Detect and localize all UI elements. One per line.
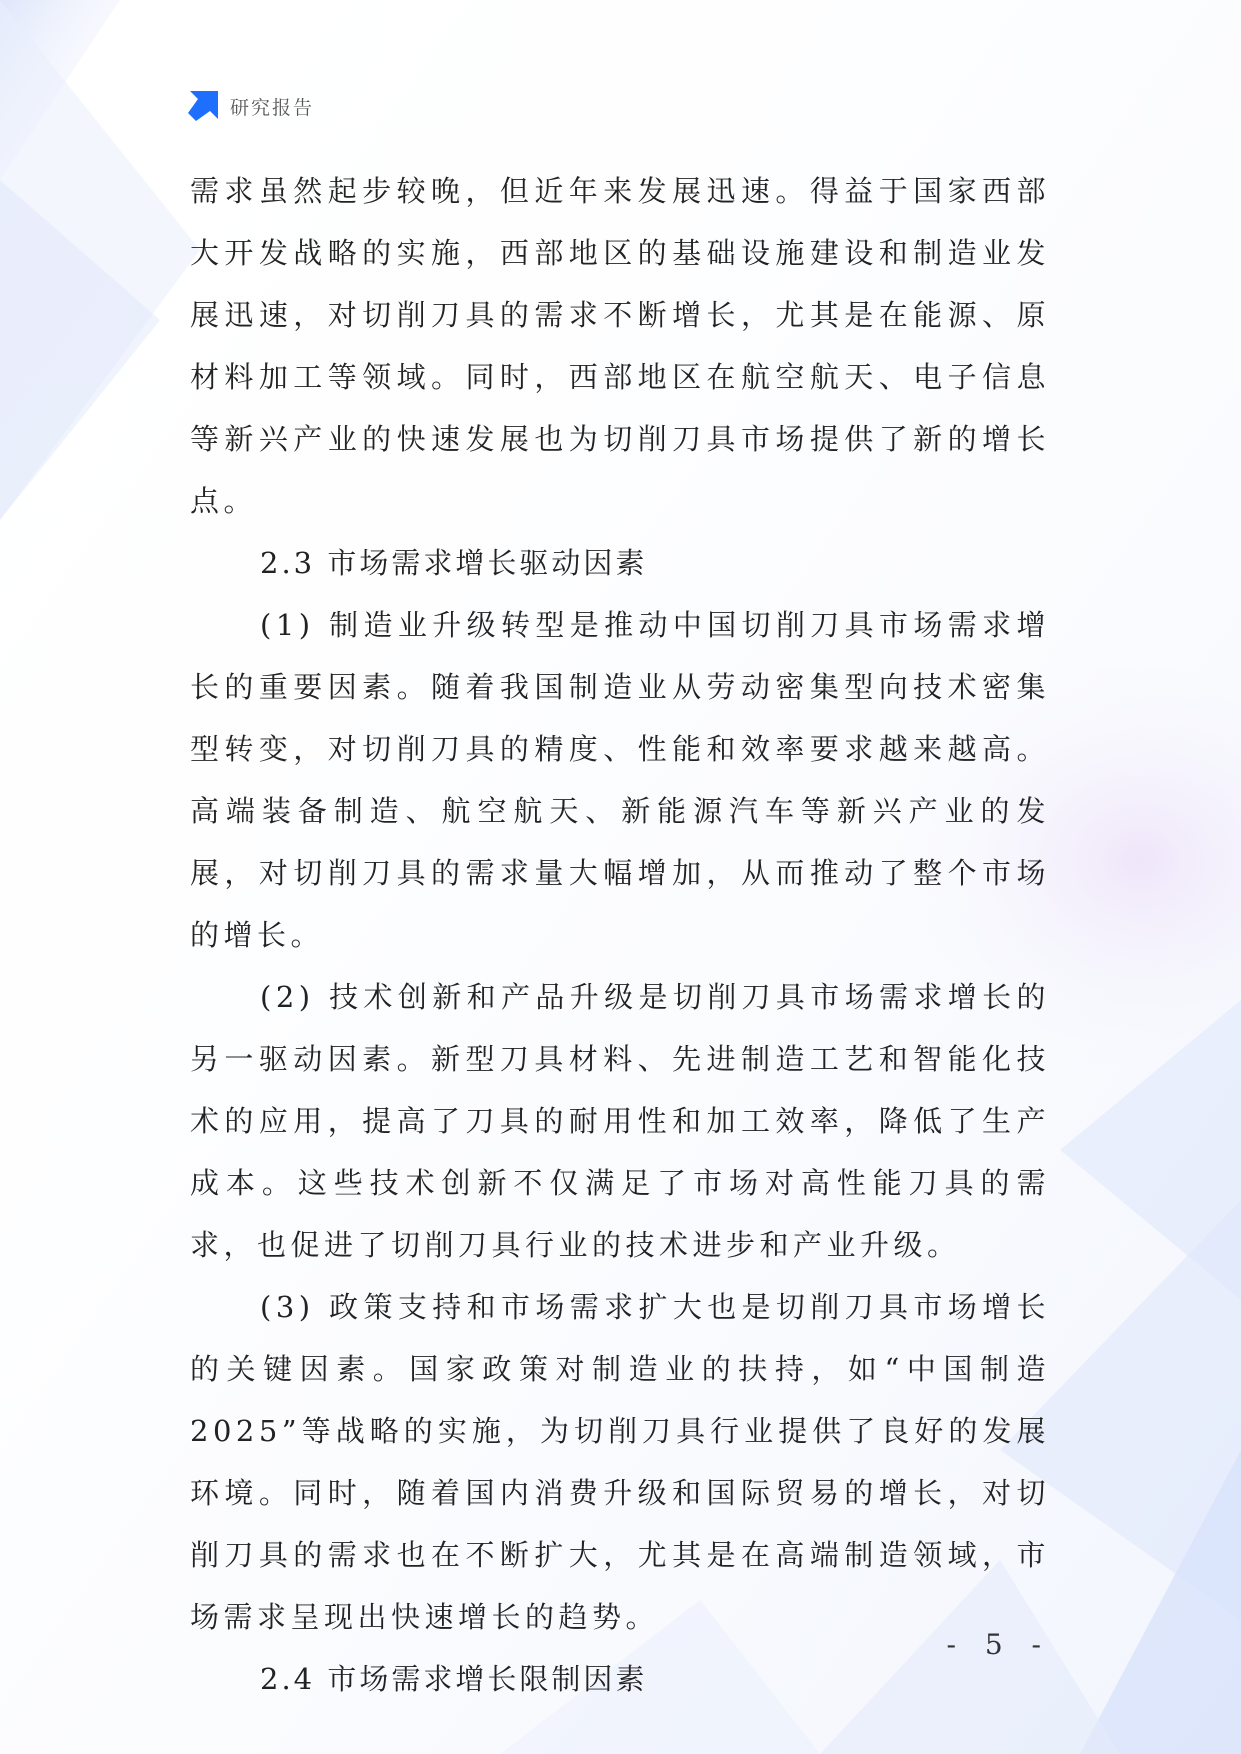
section-heading-2-3: 2.3 市场需求增长驱动因素 bbox=[260, 546, 648, 580]
report-header bbox=[186, 88, 314, 124]
header-title: 研究报告 bbox=[230, 96, 315, 119]
paragraph-driver-technology-innovation: (2) 技术创新和产品升级是切削刀具市场需求增长的另一驱动因素。新型刀具材料、先进制造工艺和智能化技术的应用，提高了刀具的耐用性和加工效率，降低了生产成本。这些技术创新不仅满足了市场对高性能刀具的需求，也促进了切削刀具行业的技术进步和产业升级。 bbox=[190, 980, 1050, 1262]
arrow-up-right-logo-icon bbox=[186, 89, 220, 123]
paragraph-driver-policy-support: (3) 政策支持和市场需求扩大也是切削刀具市场增长的关键因素。国家政策对制造业的扶持，如“中国制造2025”等战略的实施，为切削刀具行业提供了良好的发展环境。同时，随着国内消费升级和国际贸易的增长，对切削刀具的需求也在不断扩大，尤其是在高端制造领域，市场需求呈现出快速增长的趋势。 bbox=[190, 1290, 1050, 1634]
paragraph-west-region-demand: 需求虽然起步较晚，但近年来发展迅速。得益于国家西部大开发战略的实施，西部地区的基础设施建设和制造业发展迅速，对切削刀具的需求不断增长，尤其是在能源、原材料加工等领域。同时，西部地区在航空航天、电子信息等新兴产业的快速发展也为切削刀具市场提供了新的增长点。 bbox=[190, 174, 1050, 518]
section-heading-2-4: 2.4 市场需求增长限制因素 bbox=[260, 1662, 648, 1696]
paragraph-driver-manufacturing-upgrade: (1) 制造业升级转型是推动中国切削刀具市场需求增长的重要因素。随着我国制造业从劳动密集型向技术密集型转变，对切削刀具的精度、性能和效率要求越来越高。高端装备制造、航空航天、新能源汽车等新兴产业的发展，对切削刀具的需求量大幅增加，从而推动了整个市场的增长。 bbox=[190, 608, 1050, 952]
page-number: - 5 - bbox=[946, 1628, 1051, 1661]
document-body bbox=[190, 160, 1050, 1710]
